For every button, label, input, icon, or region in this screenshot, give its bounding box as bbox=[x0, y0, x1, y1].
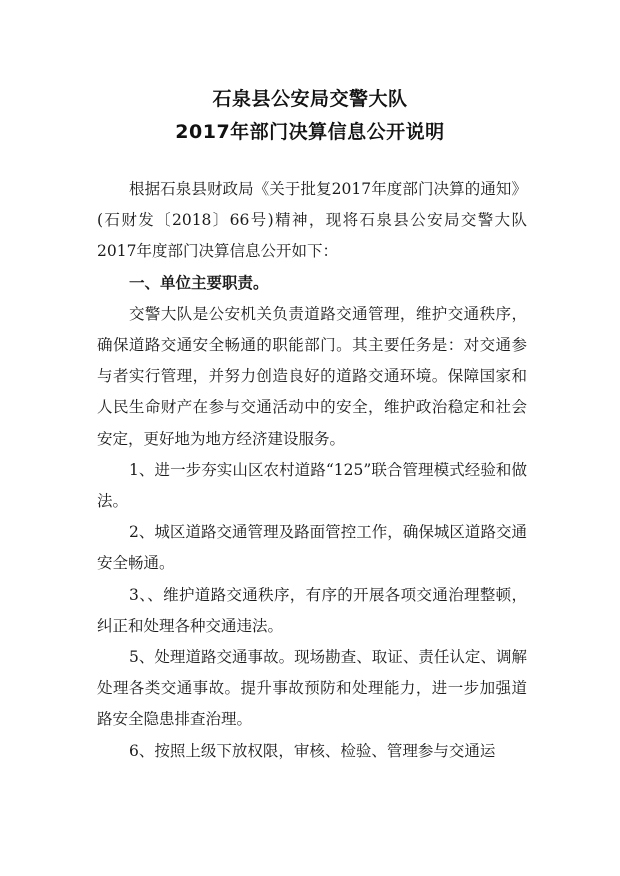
task-item-3: 3、、维护道路交通秩序，有序的开展各项交通治理整顿，纠正和处理各种交通违法。 bbox=[97, 585, 527, 635]
intro-paragraph: 根据石泉县财政局《关于批复2017年度部门决算的通知》(石财发〔2018〕66号)精神，现将石泉县公安局交警大队2017年度部门决算信息公开如下： bbox=[97, 180, 527, 261]
task-item-6: 6、按照上级下放权限，审核、检验、管理参与交通运 bbox=[129, 741, 496, 760]
document-title-line1: 石泉县公安局交警大队 bbox=[212, 88, 408, 110]
section-heading-duties: 一、单位主要职责。 bbox=[129, 273, 269, 292]
task-item-5: 5、处理道路交通事故。现场勘查、取证、责任认定、调解处理各类交通事故。提升事故预防和处理能力，进一步加强道路安全隐患排查治理。 bbox=[97, 648, 527, 729]
duties-paragraph: 交警大队是公安机关负责道路交通管理，维护交通秩序，确保道路交通安全畅通的职能部门。其主要任务是：对交通参与者实行管理，并努力创造良好的道路交通环境。保障国家和人民生命财产在参与交通活动中的安全，维护政治稳定和社会安定，更好地为地方经济建设服务。 bbox=[97, 304, 527, 448]
task-item-1: 1、进一步夯实山区农村道路“125”联合管理模式经验和做法。 bbox=[97, 460, 527, 511]
task-item-2: 2、城区道路交通管理及路面管控工作，确保城区道路交通安全畅通。 bbox=[97, 523, 527, 573]
document-body bbox=[97, 174, 527, 767]
document-title-line2: 2017年部门决算信息公开说明 bbox=[175, 121, 445, 143]
